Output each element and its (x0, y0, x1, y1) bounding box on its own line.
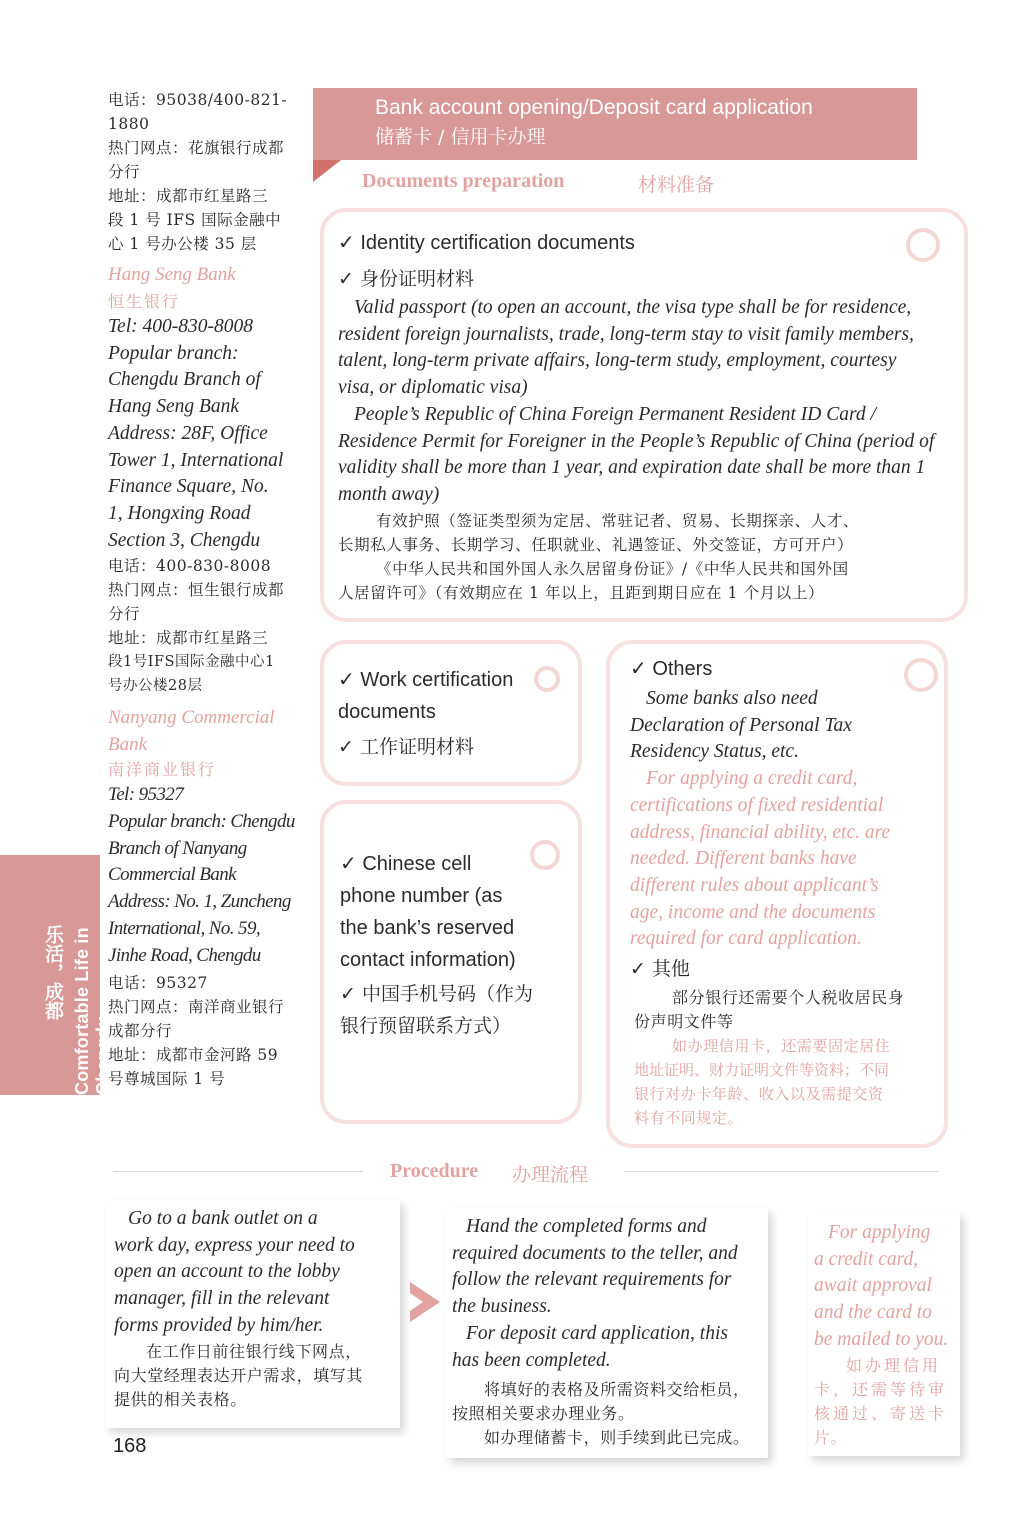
citi-address-zh-1: 地址：成都市红星路三 (108, 187, 269, 205)
hang-seng-en-line: Section 3, Chengdu (108, 529, 261, 551)
hang-seng-zh-line: 地址：成都市红星路三 (108, 629, 269, 648)
phone-check-zh (340, 978, 570, 1042)
side-tab-en: Comfortable Life in Chengdu (72, 927, 113, 1095)
work-check-zh: ✓ 工作证明材料 (338, 736, 474, 758)
others-check-zh: ✓ 其他 (630, 958, 690, 980)
nanyang-en-line: Address: No. 1, Zuncheng (108, 891, 291, 913)
hang-seng-name-en: Hang Seng Bank (108, 264, 236, 285)
nanyang-en-line: International, No. 59, (108, 917, 260, 939)
identity-en-body (338, 295, 958, 509)
identity-en-line: resident foreign journalists, trade, long-term stay to visit family members, (338, 323, 914, 345)
phone-check-en (340, 848, 570, 976)
work-documents-card (320, 640, 582, 786)
documents-preparation-heading-zh: 材料准备 (638, 174, 715, 196)
chevron-right-icon-cutout (410, 1293, 423, 1311)
nanyang-zh-line: 地址：成都市金河路 59 (108, 1046, 279, 1065)
step3-en-line: await approval (814, 1275, 932, 1297)
nanyang-zh-line: 热门网点：南洋商业银行 (108, 998, 285, 1017)
side-tab-zh: 乐活，成都 (42, 925, 64, 1020)
identity-en-line: People’s Republic of China Foreign Permanent Resident ID Card / (354, 403, 876, 425)
step2-en-line: Hand the completed forms and (466, 1216, 707, 1237)
hang-seng-en-line: Tower 1, International (108, 449, 284, 471)
step2-zh-line: 如办理储蓄卡，则手续到此已完成。 (484, 1428, 750, 1447)
hang-seng-zh-line: 段1号IFS国际金融中心1 (108, 654, 275, 671)
step2-zh (452, 1378, 768, 1450)
work-check-en-line: ✓ Work certification (338, 669, 514, 691)
step3-en-line: and the card to (814, 1302, 932, 1324)
identity-zh-line: 有效护照（签证类型须为定居、常驻记者、贸易、长期探亲、人才、 (376, 512, 860, 530)
phone-check-en-line: phone number (as (340, 885, 503, 907)
divider-left (113, 1171, 363, 1172)
identity-en-line: month away) (338, 483, 440, 505)
nanyang-name-en-1: Nanyang Commercial (108, 707, 275, 729)
step1-zh-line: 在工作日前往银行线下网点， (146, 1342, 362, 1361)
step1-en-line: Go to a bank outlet on a (128, 1208, 318, 1229)
procedure-heading-zh: 办理流程 (512, 1164, 589, 1186)
others-pink-en-line: address, financial ability, etc. are (630, 821, 891, 843)
nanyang-name-en-2: Bank (108, 734, 148, 756)
procedure-step-1 (106, 1200, 400, 1428)
hang-seng-en-line: Finance Square, No. (108, 476, 269, 498)
step3-en-line: a credit card, (814, 1248, 919, 1270)
hang-seng-en-line: Chengdu Branch of (108, 369, 261, 391)
identity-documents-card (320, 208, 968, 622)
step1-en-line: work day, express your need to (114, 1234, 355, 1256)
others-pink-en-line: certifications of fixed residential (630, 794, 884, 816)
step2-en-line: For deposit card application, this (466, 1322, 728, 1344)
identity-en-line: talent, long-term private affairs, long-term study, employment, courtesy (338, 350, 897, 372)
step3-zh-line: 核通过、寄送卡 (814, 1404, 948, 1423)
identity-en-line: visa, or diplomatic visa) (338, 377, 528, 399)
identity-zh-line: 《中华人民共和国外国人永久居留身份证》/《中华人民共和国外国 (376, 560, 849, 578)
phone-check-en-line: ✓ Chinese cell (340, 853, 472, 875)
step1-en (114, 1206, 396, 1340)
banner-fold-decoration (313, 160, 341, 182)
identity-en-line: Residence Permit for Foreigner in the People’s Republic of China (period of (338, 430, 935, 452)
nanyang-en-line: Commercial Bank (108, 864, 237, 886)
others-pink-zh-line: 料有不同规定。 (634, 1109, 744, 1127)
phone-check-zh-line: ✓ 中国手机号码（作为 (340, 983, 533, 1005)
chapter-side-tab (0, 855, 113, 1095)
others-pink-en-line: For applying a credit card, (646, 768, 858, 790)
others-zh-body (634, 986, 944, 1130)
identity-en-line: validity shall be more than 1 year, and expiration date shall be more than 1 (338, 457, 926, 479)
step2-zh-line: 将填好的表格及所需资料交给柜员， (484, 1380, 750, 1399)
phone-check-zh-line: 银行预留联系方式） (340, 1015, 512, 1037)
banner-title-zh: 储蓄卡 / 信用卡办理 (375, 126, 546, 148)
others-zh-line: 部分银行还需要个人税收居民身 (672, 988, 905, 1007)
step1-zh-line: 向大堂经理表达开户需求，填写其 (114, 1366, 364, 1385)
step1-zh (114, 1340, 400, 1412)
work-check-en-line: documents (338, 701, 436, 723)
step3-zh (814, 1354, 958, 1450)
identity-zh-body (338, 509, 958, 605)
procedure-heading: Procedure (390, 1160, 479, 1182)
step2-en (452, 1214, 768, 1374)
identity-check-zh: ✓ 身份证明材料 (338, 268, 474, 290)
others-zh-line: 份声明文件等 (634, 1012, 734, 1031)
others-pink-zh-line: 如办理信用卡，还需要固定居住 (672, 1037, 891, 1055)
phone-check-en-line: the bank’s reserved (340, 917, 515, 939)
work-check-en (338, 664, 558, 728)
step3-en (814, 1220, 960, 1354)
step2-en-line: follow the relevant requirements for (452, 1269, 732, 1291)
citi-address-zh-3: 心 1 号办公楼 35 层 (108, 235, 257, 253)
step2-en-line: required documents to the teller, and (452, 1242, 738, 1264)
hang-seng-zh-line: 热门网点：恒生银行成都 (108, 581, 285, 600)
procedure-step-3 (808, 1212, 960, 1456)
others-pink-en-line: different rules about applicant’s (630, 874, 879, 896)
page-number: 168 (113, 1435, 147, 1457)
nanyang-en-line: Popular branch: Chengdu (108, 811, 295, 833)
citi-address-zh-2: 段 1 号 IFS 国际金融中 (108, 211, 282, 229)
nanyang-en-line: Tel: 95327 (108, 784, 184, 806)
others-en-line: Declaration of Personal Tax (630, 714, 852, 736)
others-en-body (630, 686, 930, 953)
others-en-line: Some banks also need (646, 688, 818, 709)
step3-zh-line: 如办理信用 (846, 1356, 942, 1375)
others-pink-en-line: needed. Different banks have (630, 848, 857, 870)
others-pink-en-line: required for card application. (630, 928, 862, 950)
bank-directory-column (108, 88, 308, 1091)
phone-number-card (320, 800, 582, 1124)
identity-en-line: Valid passport (to open an account, the visa type shall be for residence, (354, 297, 912, 318)
others-pink-zh-line: 地址证明、财力证明文件等资料；不同 (634, 1061, 890, 1079)
step1-en-line: open an account to the lobby (114, 1261, 340, 1283)
step1-en-line: forms provided by him/her. (114, 1314, 324, 1336)
step2-zh-line: 按照相关要求办理业务。 (452, 1404, 635, 1423)
ring-decoration-icon (906, 228, 940, 262)
phone-check-en-line: contact information) (340, 949, 516, 971)
hang-seng-en-line: Tel: 400-830-8008 (108, 316, 253, 337)
step1-en-line: manager, fill in the relevant (114, 1288, 330, 1310)
banner-title-en: Bank account opening/Deposit card application (375, 96, 813, 119)
section-banner (313, 88, 917, 160)
step3-en-line: be mailed to you. (814, 1328, 949, 1350)
divider-right (624, 1171, 938, 1172)
others-pink-en-line: age, income and the documents (630, 901, 876, 923)
step2-en-line: the business. (452, 1296, 552, 1318)
others-check-en: ✓ Others (630, 658, 713, 680)
identity-check-en: ✓ Identity certification documents (338, 232, 635, 254)
hang-seng-name-zh: 恒生银行 (108, 292, 181, 311)
others-card (606, 640, 948, 1148)
hang-seng-zh-line: 号办公楼28层 (108, 678, 203, 695)
hang-seng-zh-line: 电话：400-830-8008 (108, 557, 272, 576)
nanyang-zh-line: 号尊城国际 1 号 (108, 1070, 226, 1089)
nanyang-name-zh: 南洋商业银行 (108, 760, 217, 780)
hang-seng-en-line: 1, Hongxing Road (108, 502, 251, 524)
identity-zh-line: 长期私人事务、长期学习、任职就业、礼遇签证、外交签证，方可开户） (338, 536, 854, 554)
hang-seng-en-line: Popular branch: (108, 342, 239, 364)
citi-branch-zh-2: 分行 (108, 163, 141, 181)
nanyang-en-line: Jinhe Road, Chengdu (108, 944, 261, 966)
documents-preparation-heading: Documents preparation (362, 170, 565, 192)
others-pink-zh-line: 银行对办卡年龄、收入以及需提交资 (634, 1085, 884, 1103)
step3-en-line: For applying (828, 1222, 931, 1243)
step3-zh-line: 卡，还需等待审 (814, 1380, 948, 1399)
hang-seng-en-line: Address: 28F, Office (108, 422, 268, 444)
nanyang-zh-line: 成都分行 (108, 1022, 173, 1041)
citi-tel-zh-1: 电话：95038/400-821- (108, 91, 288, 109)
identity-zh-line: 人居留许可》（有效期应在 1 年以上，且距到期日应在 1 个月以上） (338, 584, 825, 602)
citi-branch-zh-1: 热门网点：花旗银行成都 (108, 139, 285, 157)
step2-en-line: has been completed. (452, 1349, 611, 1371)
hang-seng-en-line: Hang Seng Bank (108, 396, 240, 418)
nanyang-zh-line: 电话：95327 (108, 974, 208, 993)
procedure-step-2 (446, 1208, 768, 1458)
hang-seng-zh-line: 分行 (108, 605, 141, 624)
nanyang-en-line: Branch of Nanyang (108, 837, 247, 859)
citi-tel-zh-2: 1880 (108, 115, 150, 133)
step3-zh-line: 片。 (814, 1428, 848, 1447)
step1-zh-line: 提供的相关表格。 (114, 1390, 247, 1409)
others-en-line: Residency Status, etc. (630, 741, 799, 763)
